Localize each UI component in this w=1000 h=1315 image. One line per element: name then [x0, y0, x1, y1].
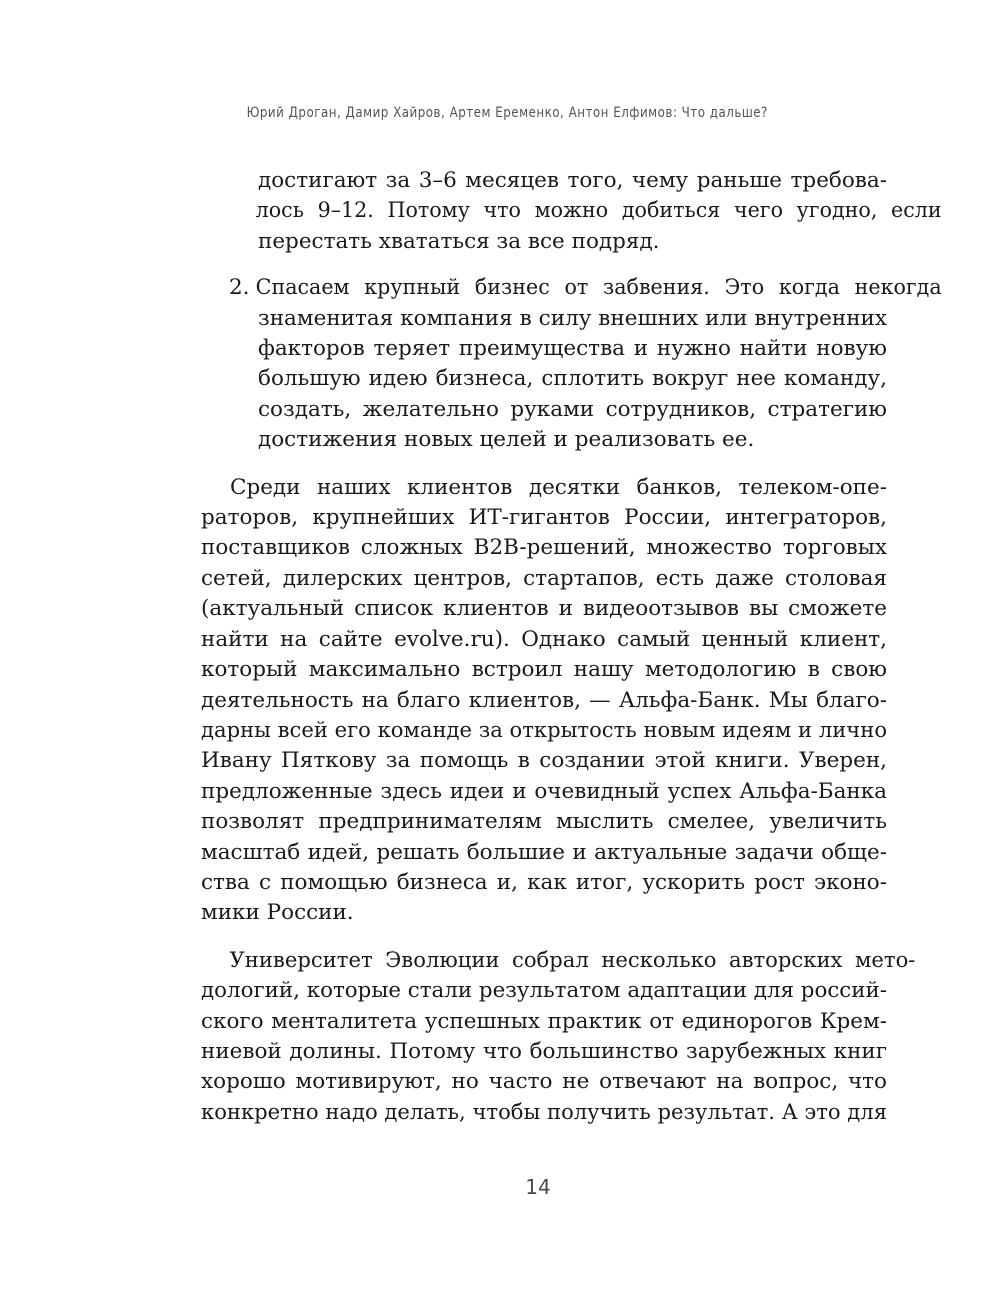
running-header: Юрий Дроган, Дамир Хайров, Артем Еременко, Антон Елфимов: Что дальше? [246, 105, 768, 121]
page-number: 14 [525, 1175, 551, 1199]
text-line: дологий, которые стали результатом адаптации для россий- [201, 978, 887, 1004]
text-line: мики России. [201, 900, 354, 926]
text-line: конкретно надо делать, чтобы получить результат. А это для [201, 1099, 888, 1125]
text-line: перестать хвататься за все подряд. [258, 228, 660, 254]
text-line: знаменитая компания в силу внешних или внутренних [258, 305, 887, 331]
page-body [201, 166, 942, 1128]
text-line: позволят предпринимателям мыслить смелее, увеличить [201, 809, 887, 835]
text-line: Среди наших клиентов десятки банков, телеком-опе- [230, 474, 887, 500]
text-line: дарны всей его команде за открытость новым идеям и лично [201, 717, 888, 743]
text-line: предложенные здесь идеи и очевидный успех Альфа-Банка [201, 778, 887, 804]
text-line: найти на сайте evolve.ru). Однако самый ценный клиент, [201, 626, 887, 652]
paragraph-university [201, 946, 916, 1128]
list-marker: 2. [229, 275, 250, 301]
text-line: (актуальный список клиентов и видеоотзывов вы сможете [201, 596, 887, 622]
text-line: ства с помощью бизнеса и, как итог, ускорить рост эконо- [201, 869, 887, 895]
text-line: сетей, дилерских центров, стартапов, есть даже столовая [201, 565, 887, 591]
paragraph-clients [201, 473, 887, 929]
text-line: Спасаем крупный бизнес от забвения. Это когда некогда [255, 275, 942, 301]
text-line: большую идею бизнеса, сплотить вокруг нее команду, [258, 366, 887, 392]
text-line: деятельность на благо клиентов, — Альфа-Банк. Мы благо- [201, 687, 887, 713]
text-line: раторов, крупнейших ИТ-гигантов России, интеграторов, [201, 505, 887, 531]
text-line: достигают за 3–6 месяцев того, чему раньше требова- [258, 168, 887, 193]
text-line: Ивану Пяткову за помощь в создании этой книги. Уверен, [201, 748, 887, 774]
text-line: ского менталитета успешных практик от единорогов Крем- [201, 1008, 887, 1034]
text-line: лось 9–12. Потому что можно добиться чего угодно, если [255, 198, 942, 224]
list-item-2 [201, 273, 942, 455]
text-line: масштаб идей, решать большие и актуальные задачи обще- [201, 839, 887, 865]
text-line: хорошо мотивируют, но часто не отвечают на вопрос, что [201, 1069, 887, 1095]
text-line: факторов теряет преимущества и нужно найти новую [258, 336, 887, 362]
text-line: Университет Эволюции собрал несколько авторских мето- [229, 947, 916, 973]
text-line: создать, желательно руками сотрудников, стратегию [258, 396, 887, 422]
text-line: поставщиков сложных B2B-решений, множество торговых [201, 535, 887, 561]
text-line: ниевой долины. Потому что большинство зарубежных книг [201, 1038, 887, 1064]
text-line: достижения новых целей и реализовать ее. [258, 427, 755, 453]
text-line: который максимально встроил нашу методологию в свою [201, 657, 887, 683]
list-continuation [201, 166, 942, 257]
